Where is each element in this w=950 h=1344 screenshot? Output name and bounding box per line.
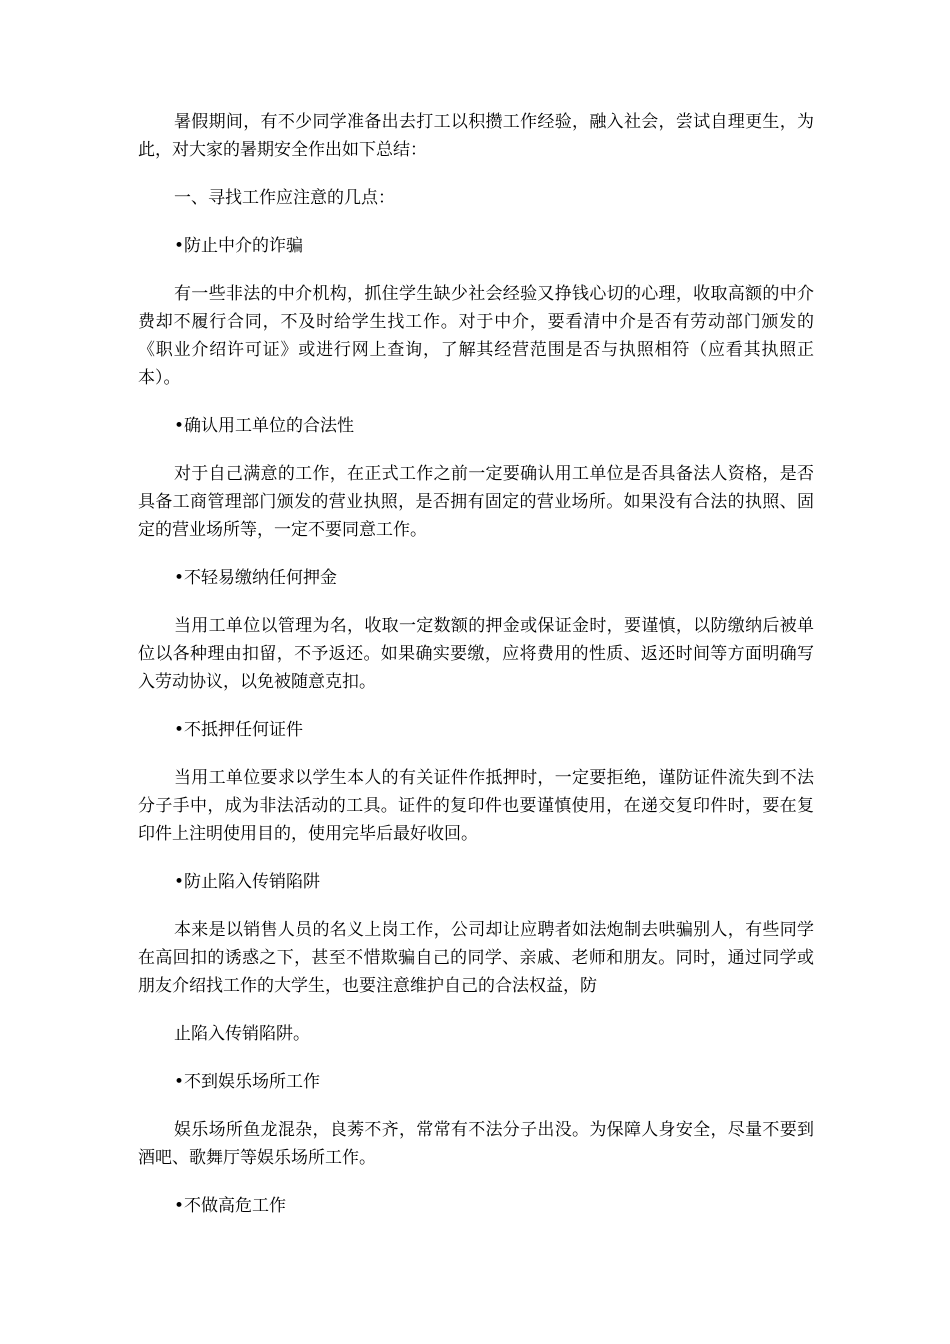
item-body: 当用工单位要求以学生本人的有关证件作抵押时，一定要拒绝，谨防证件流失到不法分子手中，成为非法活动的工具。证件的复印件也要谨慎使用，在递交复印件时，要在复印件上注明使用目的，使用完毕后最好收回。 bbox=[138, 768, 814, 844]
intro-paragraph: 暑假期间，有不少同学准备出去打工以积攒工作经验，融入社会，尝试自理更生，为此，对大家的暑期安全作出如下总结： bbox=[138, 112, 814, 160]
item-heading: •确认用工单位的合法性 bbox=[174, 416, 355, 436]
item-body-continuation: 止陷入传销陷阱。 bbox=[174, 1024, 310, 1044]
item-heading: •不抵押任何证件 bbox=[174, 720, 304, 740]
item-heading: •不轻易缴纳任何押金 bbox=[174, 568, 338, 588]
item-heading: •不到娱乐场所工作 bbox=[174, 1072, 321, 1092]
section-title: 一、寻找工作应注意的几点： bbox=[174, 188, 395, 208]
item-heading: •不做高危工作 bbox=[174, 1196, 287, 1216]
item-body: 娱乐场所鱼龙混杂，良莠不齐，常常有不法分子出没。为保障人身安全，尽量不要到酒吧、歌舞厅等娱乐场所工作。 bbox=[138, 1120, 814, 1168]
item-body: 当用工单位以管理为名，收取一定数额的押金或保证金时，要谨慎，以防缴纳后被单位以各种理由扣留，不予返还。如果确实要缴，应将费用的性质、返还时间等方面明确写入劳动协议，以免被随意克扣。 bbox=[138, 616, 814, 692]
item-body: 对于自己满意的工作，在正式工作之前一定要确认用工单位是否具备法人资格，是否具备工商管理部门颁发的营业执照，是否拥有固定的营业场所。如果没有合法的执照、固定的营业场所等，一定不要同意工作。 bbox=[138, 464, 814, 540]
item-heading: •防止陷入传销陷阱 bbox=[174, 872, 321, 892]
document-body bbox=[138, 108, 814, 1240]
item-heading: •防止中介的诈骗 bbox=[174, 236, 304, 256]
item-body: 有一些非法的中介机构，抓住学生缺少社会经验又挣钱心切的心理，收取高额的中介费却不履行合同，不及时给学生找工作。对于中介，要看清中介是否有劳动部门颁发的《职业介绍许可证》或进行网上查询，了解其经营范围是否与执照相符（应看其执照正本）。 bbox=[138, 284, 814, 388]
item-body: 本来是以销售人员的名义上岗工作，公司却让应聘者如法炮制去哄骗别人，有些同学在高回扣的诱惑之下，甚至不惜欺骗自己的同学、亲戚、老师和朋友。同时，通过同学或朋友介绍找工作的大学生，也要注意维护自己的合法权益，防 bbox=[138, 920, 814, 996]
